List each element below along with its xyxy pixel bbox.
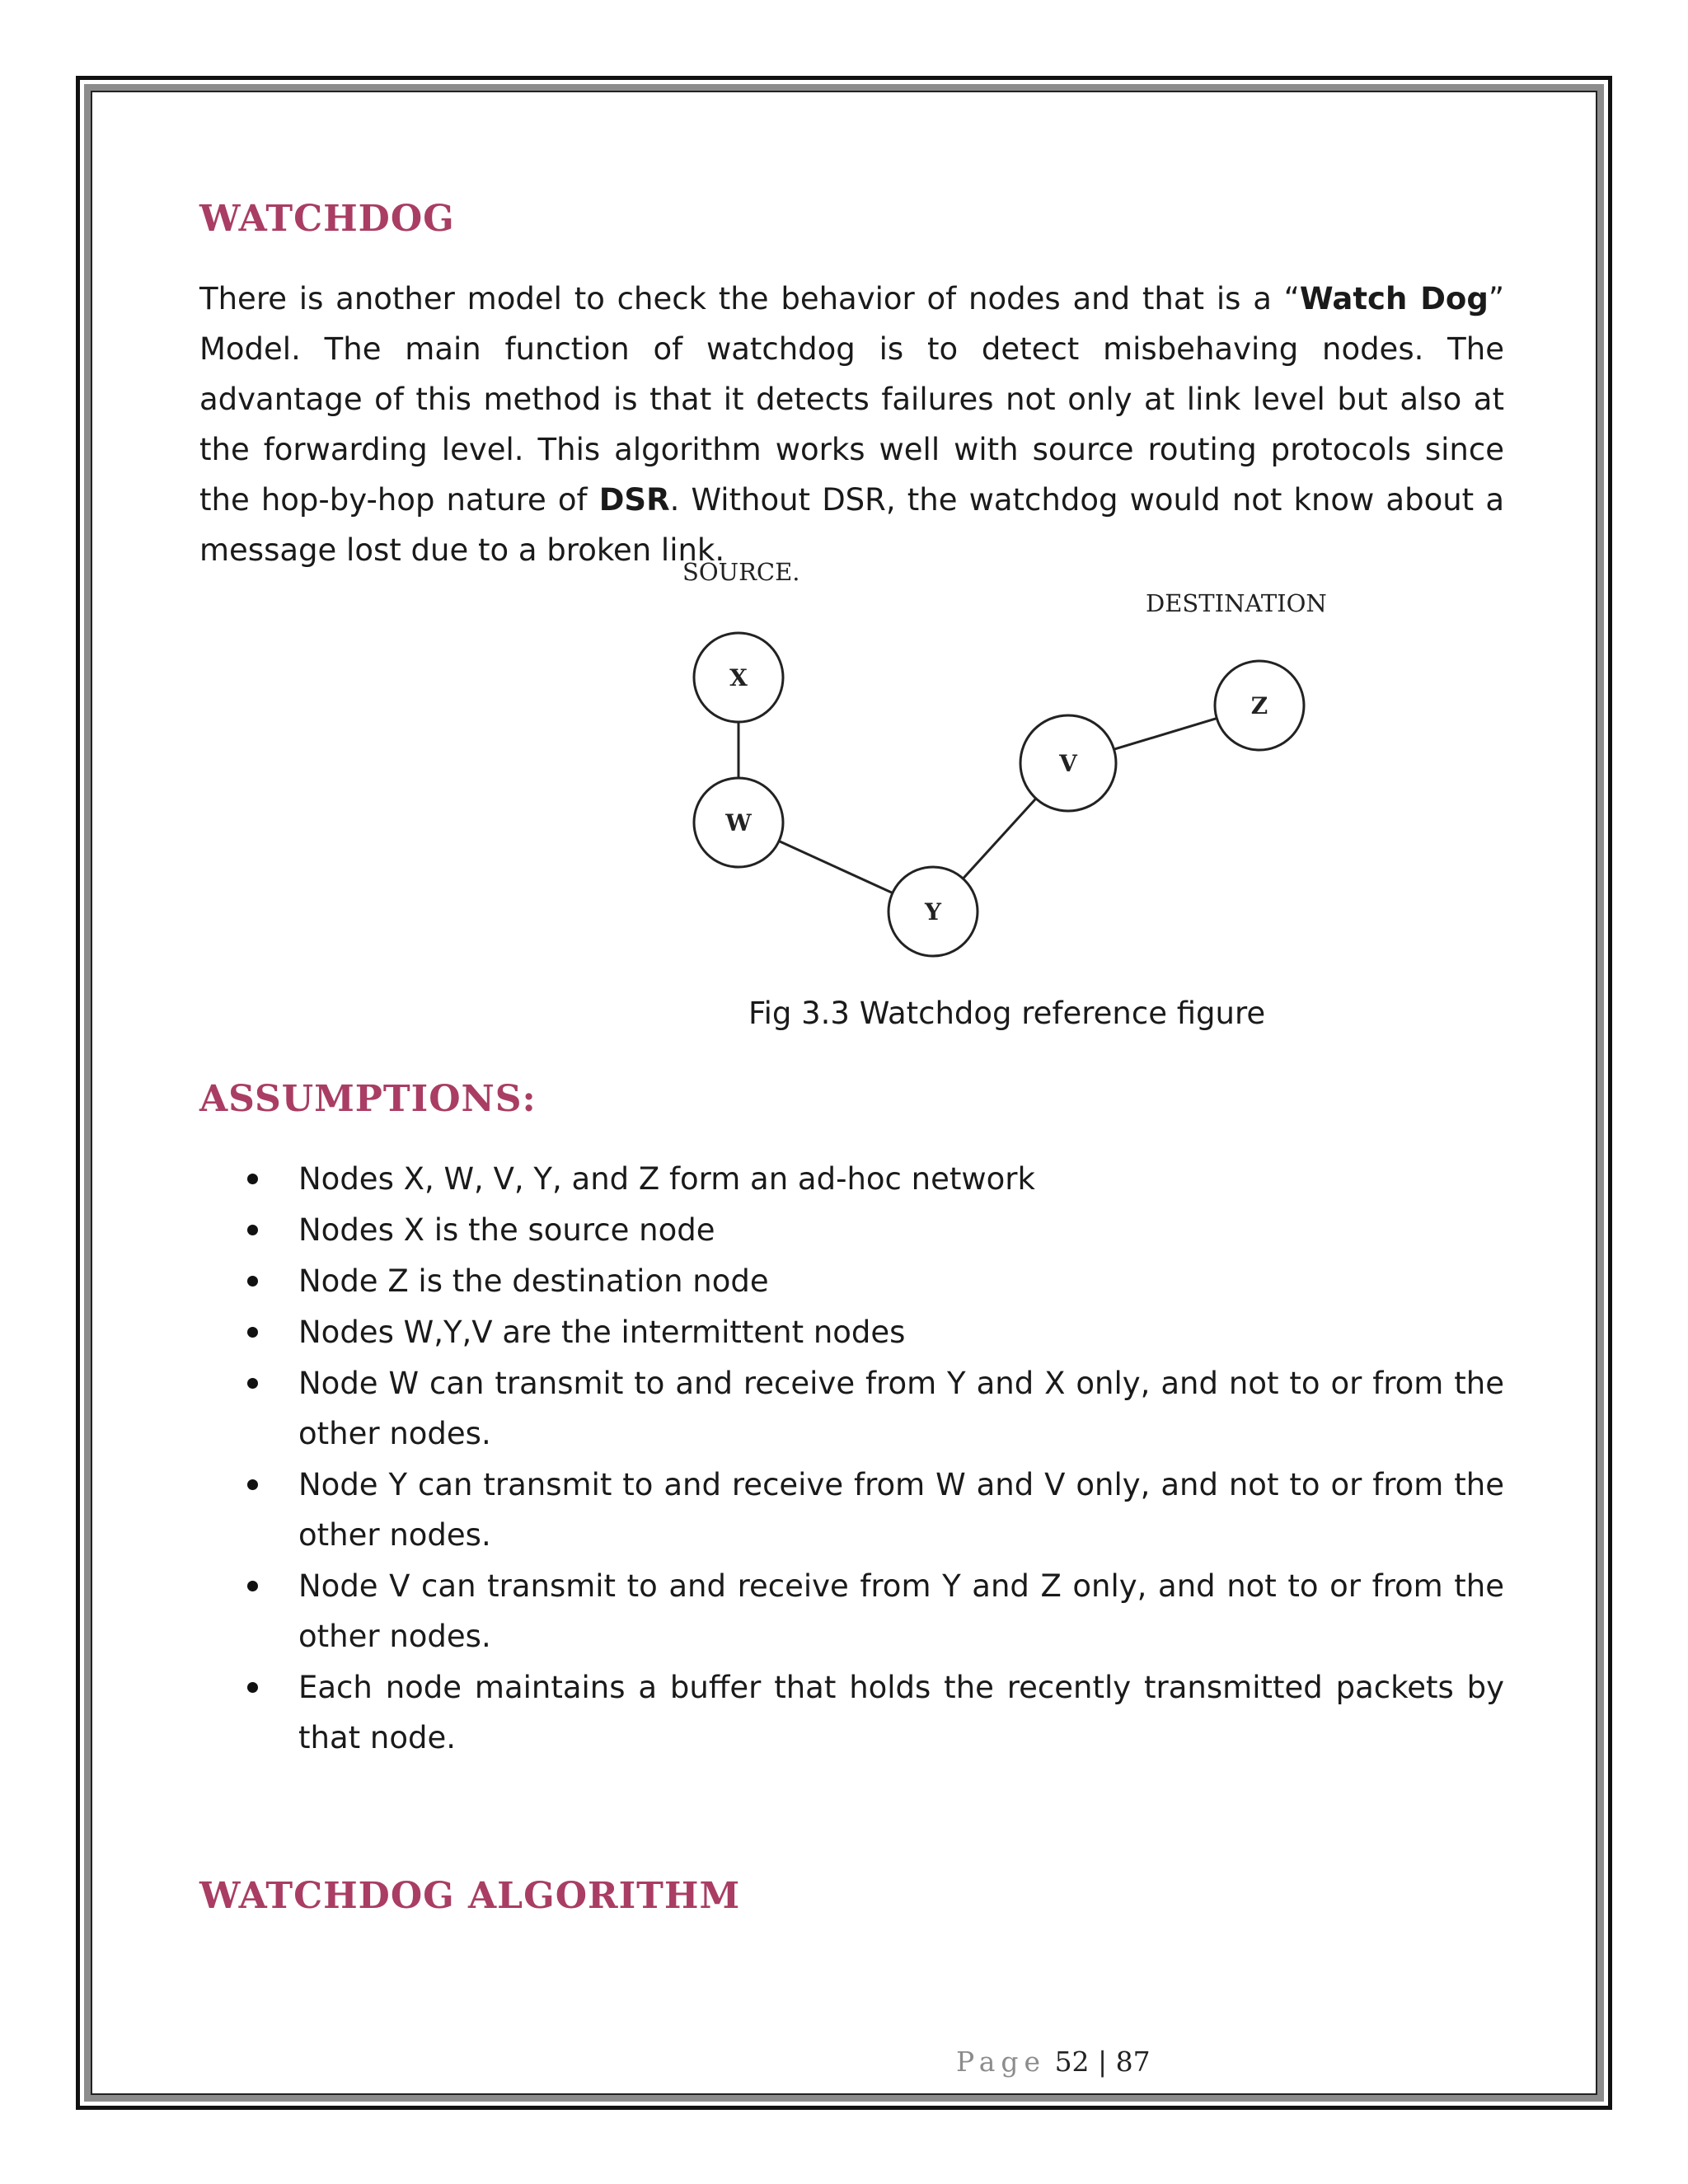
source-label: SOURCE. xyxy=(682,558,800,586)
list-item xyxy=(199,1561,1504,1661)
edges-layer xyxy=(738,719,1217,893)
list-item xyxy=(199,1205,1504,1255)
edge-v-z xyxy=(1114,719,1217,750)
watchdog-reference-figure xyxy=(676,552,1352,964)
bold-term: DSR xyxy=(598,482,670,518)
list-item-text: Node Y can transmit to and receive from W and V only, and not to or from the other nodes. xyxy=(298,1467,1504,1553)
list-item xyxy=(199,1256,1504,1306)
paragraph-text: ” Model. The main function of watchdog is to detect misbehaving nodes. The advantage of this method is that it detects failures not only at link level but also at the forwarding level. This algorithm works well with source routing protocols since the hop-by-hop nature of xyxy=(199,281,1505,518)
node-label-y: Y xyxy=(925,898,941,926)
node-label-w: W xyxy=(725,809,752,837)
bullet-icon xyxy=(247,1581,258,1591)
list-item-text: Node V can transmit to and receive from Y and Z only, and not to or from the other nodes. xyxy=(298,1568,1504,1654)
watchdog-paragraph xyxy=(199,274,1504,575)
page-footer xyxy=(956,2046,1151,2078)
list-item-text: Node W can transmit to and receive from Y and X only, and not to or from the other nodes. xyxy=(298,1366,1504,1451)
bold-term: Watch Dog xyxy=(1299,281,1489,316)
list-item xyxy=(199,1154,1504,1204)
list-item-text: Node Z is the destination node xyxy=(298,1263,769,1299)
list-item xyxy=(199,1460,1504,1560)
section-heading-watchdog: WATCHDOG xyxy=(199,198,455,240)
list-item-text: Nodes X, W, V, Y, and Z form an ad-hoc network xyxy=(298,1161,1035,1197)
node-label-x: X xyxy=(729,664,748,691)
bullet-icon xyxy=(247,1276,258,1286)
page-number: 52 | 87 xyxy=(1054,2046,1151,2078)
page-word: Page xyxy=(956,2046,1047,2078)
paragraph-text: . Without DSR, the watchdog would not know about a message lost due to a broken link. xyxy=(199,482,1504,568)
assumptions-list xyxy=(199,1154,1504,1764)
edge-w-y xyxy=(779,841,893,893)
bullet-icon xyxy=(247,1174,258,1184)
bullet-icon xyxy=(247,1225,258,1235)
bullet-icon xyxy=(247,1378,258,1389)
list-item-text: Nodes W,Y,V are the intermittent nodes xyxy=(298,1315,906,1350)
figure-caption: Fig 3.3 Watchdog reference figure xyxy=(748,996,1266,1031)
nodes-layer xyxy=(694,633,1304,956)
list-item xyxy=(199,1307,1504,1357)
destination-label: DESTINATION xyxy=(1146,589,1327,617)
list-item xyxy=(199,1358,1504,1459)
list-item-text: Nodes X is the source node xyxy=(298,1212,715,1248)
list-item xyxy=(199,1662,1504,1763)
network-diagram xyxy=(676,552,1352,964)
node-label-z: Z xyxy=(1250,692,1268,719)
bullet-icon xyxy=(247,1682,258,1693)
list-item-text: Each node maintains a buffer that holds the recently transmitted packets by that node. xyxy=(298,1670,1504,1755)
bullet-icon xyxy=(247,1327,258,1338)
edge-y-v xyxy=(963,799,1036,879)
node-label-v: V xyxy=(1059,750,1077,777)
section-heading-watchdog-algorithm: WATCHDOG ALGORITHM xyxy=(199,1875,741,1917)
paragraph-text: There is another model to check the behavior of nodes and that is a “ xyxy=(199,281,1300,316)
section-heading-assumptions: ASSUMPTIONS: xyxy=(199,1078,537,1120)
bullet-icon xyxy=(247,1479,258,1490)
